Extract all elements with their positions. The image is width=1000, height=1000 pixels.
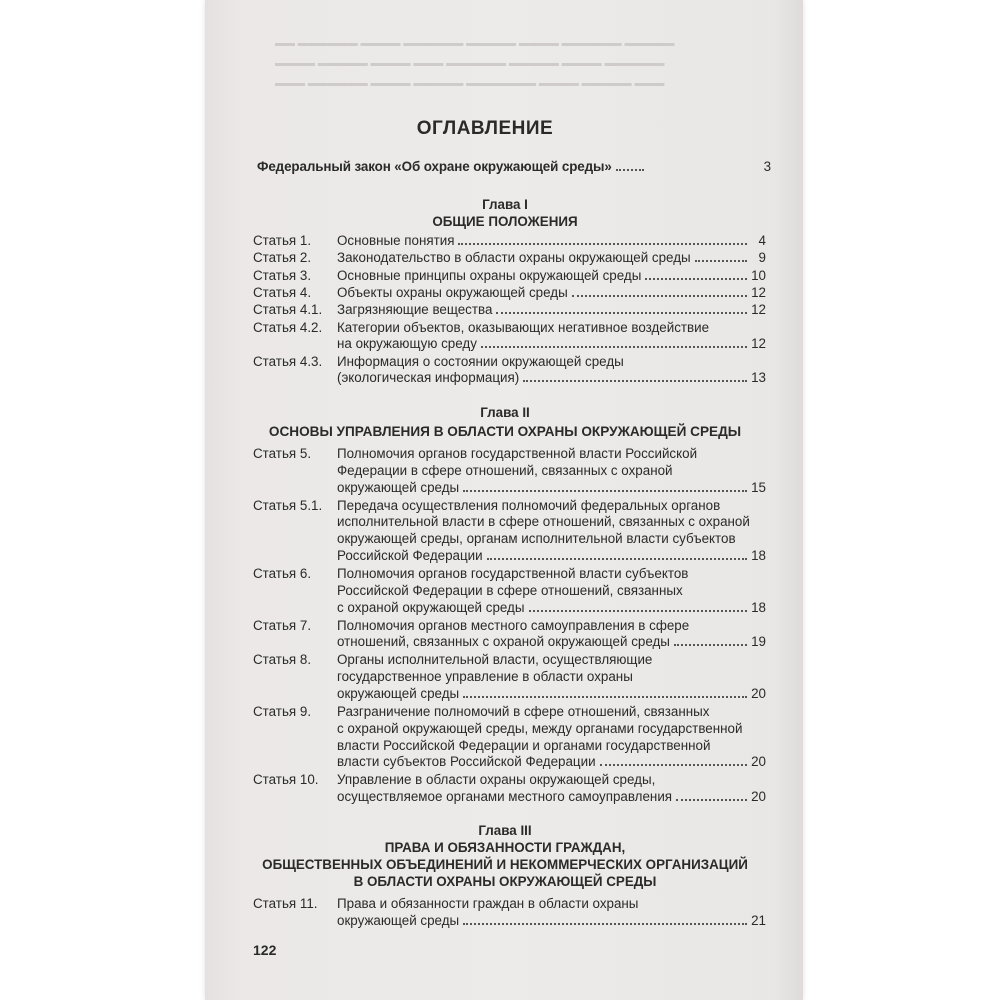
bleed-through-text: ▬▬▬ ▬▬▬▬▬▬ ▬▬▬▬ ▬▬▬▬▬ ▬▬▬▬▬▬▬ ▬▬▬▬ ▬▬▬▬▬ ▬▬▬ bbox=[275, 78, 665, 89]
article-title bbox=[337, 354, 727, 388]
article-title-line: осуществляемое органами местного самоуправления bbox=[337, 789, 727, 806]
article-number: Статья 3. bbox=[253, 267, 312, 283]
article-title-line: окружающей среды bbox=[337, 480, 727, 497]
article-title-line: Основные принципы охраны окружающей среды bbox=[337, 268, 727, 285]
bleed-through-text: ▬▬ ▬▬▬▬▬▬ ▬▬▬▬ ▬▬▬▬▬▬ ▬▬▬▬▬ ▬▬▬▬ ▬▬▬▬▬▬ ▬▬▬▬▬ bbox=[275, 38, 675, 49]
article-title-line: Законодательство в области охраны окружающей среды bbox=[337, 250, 727, 267]
leader-dots bbox=[487, 557, 747, 560]
article-title-line: (экологическая информация) bbox=[337, 370, 727, 387]
article-title bbox=[337, 285, 727, 302]
page-ref: 19 bbox=[751, 634, 766, 650]
article-title-line: Объекты охраны окружающей среды bbox=[337, 285, 727, 302]
leader-dots bbox=[463, 695, 747, 698]
article-title bbox=[337, 497, 750, 565]
article-title-line: Российской Федерации в сфере отношений, связанных bbox=[337, 582, 683, 598]
article-number: Статья 6. bbox=[253, 566, 312, 581]
article-title bbox=[337, 704, 743, 771]
article-title-line: исполнительной власти в сфере отношений, связанных с охраной bbox=[337, 514, 750, 530]
article-title-line: Разграничение полномочий в сфере отношений, связанных bbox=[337, 704, 710, 719]
article-title bbox=[337, 302, 727, 319]
leader-dots bbox=[523, 379, 747, 382]
leader-dots bbox=[481, 345, 747, 348]
book-page bbox=[205, 0, 803, 1000]
toc-heading: ОГЛАВЛЕНИЕ bbox=[416, 118, 554, 139]
article-title bbox=[337, 250, 727, 267]
article-number: Статья 1. bbox=[253, 233, 312, 248]
article-title-line: власти субъектов Российской Федерации bbox=[337, 754, 727, 771]
article-number: Статья 4.3. bbox=[253, 353, 323, 369]
article-title-line: власти Российской Федерации и органами государственной bbox=[337, 737, 711, 753]
article-number: Статья 5.1. bbox=[253, 497, 323, 513]
chapter-title: ОБЩИЕ ПОЛОЖЕНИЯ bbox=[432, 214, 578, 229]
article-title bbox=[337, 896, 727, 930]
article-title-line: Полномочия органов государственной власти Российской bbox=[337, 446, 698, 461]
article-title-line: с охраной окружающей среды bbox=[337, 600, 727, 617]
leader-dots bbox=[572, 294, 747, 297]
article-title-line: Права и обязанности граждан в области охраны bbox=[337, 896, 639, 911]
article-title-line: с охраной окружающей среды, между органами государственной bbox=[337, 720, 743, 736]
leader-dots bbox=[676, 798, 747, 801]
article-number: Статья 7. bbox=[253, 617, 312, 633]
article-title-line: Российской Федерации bbox=[337, 548, 727, 565]
article-title-line: на окружающую среду bbox=[337, 336, 727, 353]
article-number: Статья 11. bbox=[253, 896, 318, 911]
article-title bbox=[337, 446, 727, 496]
leader-dots bbox=[463, 922, 747, 925]
article-title-line: Федерации в сфере отношений, связанных с охраной bbox=[337, 462, 673, 478]
law-title: Федеральный закон «Об охране окружающей среды» bbox=[257, 159, 612, 174]
leader-dots bbox=[695, 259, 747, 262]
leader-dots bbox=[529, 609, 748, 612]
article-title-line: Полномочия органов государственной власти субъектов bbox=[337, 566, 689, 581]
article-title-line: государственное управление в области охраны bbox=[337, 669, 633, 685]
article-number: Статья 4.1. bbox=[253, 302, 323, 318]
article-title-line: Основные понятия bbox=[337, 233, 727, 250]
page-ref: 13 bbox=[751, 370, 766, 386]
chapter-label: Глава III bbox=[478, 823, 532, 838]
article-title-line: Загрязняющие вещества bbox=[337, 302, 727, 319]
article-title-line: Передача осуществления полномочий федеральных органов bbox=[337, 497, 721, 513]
page-ref: 21 bbox=[751, 912, 766, 928]
page-ref: 18 bbox=[751, 599, 766, 615]
page-ref: 20 bbox=[751, 789, 766, 805]
article-number: Статья 5. bbox=[253, 446, 312, 461]
page-ref: 10 bbox=[751, 267, 766, 283]
article-number: Статья 8. bbox=[253, 652, 312, 668]
article-title-line: окружающей среды, органам исполнительной власти субъектов bbox=[337, 531, 736, 547]
leader-dots bbox=[674, 643, 747, 646]
article-title-line: Категории объектов, оказывающих негативное воздействие bbox=[337, 319, 710, 335]
chapter-label: Глава I bbox=[482, 197, 528, 212]
article-number: Статья 2. bbox=[253, 250, 312, 266]
article-number: Статья 4. bbox=[253, 284, 312, 300]
article-title bbox=[337, 652, 727, 702]
chapter-title: ОСНОВЫ УПРАВЛЕНИЯ В ОБЛАСТИ ОХРАНЫ ОКРУЖАЮЩЕЙ СРЕДЫ bbox=[268, 424, 742, 439]
article-title bbox=[337, 268, 727, 285]
article-number: Статья 4.2. bbox=[253, 319, 323, 335]
article-title-line: Управление в области охраны окружающей среды, bbox=[337, 772, 656, 788]
article-title-line: Информация о состоянии окружающей среды bbox=[337, 353, 624, 369]
leader-dots bbox=[600, 763, 747, 766]
page-ref: 18 bbox=[751, 547, 766, 563]
leader-dots bbox=[463, 489, 747, 492]
article-title bbox=[337, 233, 727, 250]
bleed-through-text: ▬▬▬▬ ▬▬▬▬▬ ▬▬▬▬ ▬▬▬ ▬▬▬▬▬▬ ▬▬▬▬▬ ▬▬▬▬ ▬▬▬▬▬▬ bbox=[275, 58, 665, 69]
article-title-line: Органы исполнительной власти, осуществляющие bbox=[337, 652, 653, 668]
chapter-label: Глава II bbox=[480, 405, 530, 420]
page-ref: 12 bbox=[751, 336, 766, 352]
leader-dots bbox=[645, 277, 747, 280]
page-ref: 20 bbox=[751, 685, 766, 701]
page-ref: 20 bbox=[751, 754, 766, 770]
article-title bbox=[337, 566, 727, 616]
chapter-title-line: В ОБЛАСТИ ОХРАНЫ ОКРУЖАЮЩЕЙ СРЕДЫ bbox=[353, 874, 657, 889]
article-title bbox=[337, 618, 727, 652]
page-ref: 4 bbox=[758, 233, 766, 248]
article-title-line: окружающей среды bbox=[337, 686, 727, 703]
chapter-title-line: ОБЩЕСТВЕННЫХ ОБЪЕДИНЕНИЙ И НЕКОММЕРЧЕСКИХ ОРГАНИЗАЦИЙ bbox=[262, 857, 748, 872]
article-title bbox=[337, 772, 727, 806]
page-ref: 9 bbox=[758, 250, 766, 266]
article-title-line: окружающей среды bbox=[337, 913, 727, 930]
page-ref: 15 bbox=[751, 479, 766, 495]
page-ref: 3 bbox=[763, 159, 771, 174]
law-title-entry[interactable] bbox=[257, 159, 777, 174]
chapter-title-line: ПРАВА И ОБЯЗАННОСТИ ГРАЖДАН, bbox=[384, 840, 626, 855]
article-number: Статья 10. bbox=[253, 772, 319, 788]
leader-dots bbox=[616, 168, 644, 171]
article-title-line: отношений, связанных с охраной окружающей среды bbox=[337, 634, 727, 651]
page-ref: 12 bbox=[751, 284, 766, 300]
leader-dots bbox=[458, 242, 747, 245]
leader-dots bbox=[496, 311, 747, 314]
page-number: 122 bbox=[253, 942, 277, 958]
article-title-line: Полномочия органов местного самоуправления в сфере bbox=[337, 617, 690, 633]
article-number: Статья 9. bbox=[253, 704, 312, 719]
page-ref: 12 bbox=[751, 302, 766, 318]
article-title bbox=[337, 320, 727, 354]
